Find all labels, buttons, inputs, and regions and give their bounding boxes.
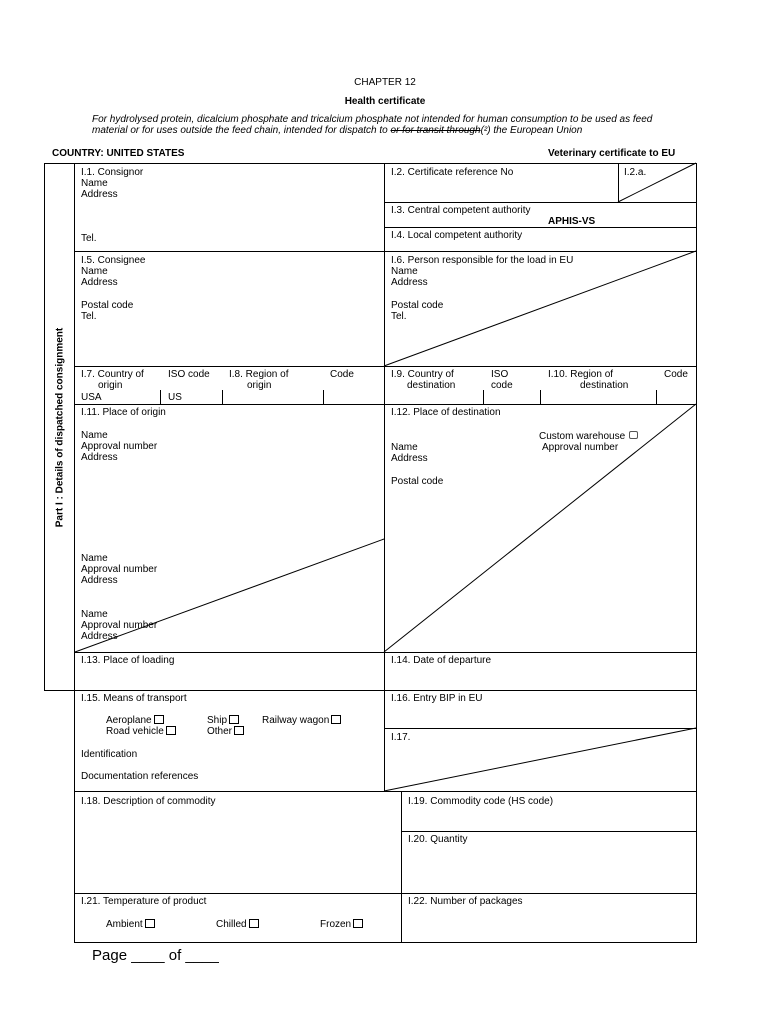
part-one-side-label: Part I : Details of dispatched consignment bbox=[54, 327, 66, 528]
railway-checkbox[interactable] bbox=[331, 715, 341, 724]
frozen-label: Frozen bbox=[320, 919, 352, 930]
i12-custom-warehouse bbox=[539, 431, 638, 442]
railway-option bbox=[262, 715, 341, 726]
i11-address-3: Address bbox=[81, 631, 118, 642]
i8-label-2: origin bbox=[247, 380, 272, 391]
i6-name: Name bbox=[391, 266, 418, 277]
i12-address: Address bbox=[391, 453, 428, 464]
i10-label: I.10. Region of bbox=[548, 369, 614, 380]
i11-name-3: Name bbox=[81, 609, 108, 620]
ship-option bbox=[207, 715, 239, 726]
chilled-checkbox[interactable] bbox=[249, 919, 259, 928]
i10-code-label: Code bbox=[664, 369, 688, 380]
ship-label: Ship bbox=[207, 715, 228, 726]
railway-label: Railway wagon bbox=[262, 715, 330, 726]
aeroplane-checkbox[interactable] bbox=[154, 715, 164, 724]
i2a-label: I.2.a. bbox=[624, 167, 647, 178]
i1-label: I.1. Consignor bbox=[81, 167, 144, 178]
other-checkbox[interactable] bbox=[234, 726, 244, 735]
subtitle-line-1: For hydrolysed protein, dicalcium phosphate and tricalcium phosphate not intended for human consumption to be used as feed bbox=[92, 114, 653, 125]
i18-label: I.18. Description of commodity bbox=[81, 796, 216, 807]
frozen-checkbox[interactable] bbox=[353, 919, 363, 928]
ambient-label: Ambient bbox=[106, 919, 143, 930]
i5-tel: Tel. bbox=[81, 311, 97, 322]
i11-label: I.11. Place of origin bbox=[81, 407, 166, 418]
other-option bbox=[207, 726, 244, 737]
chilled-label: Chilled bbox=[216, 919, 247, 930]
i12-approval: Approval number bbox=[542, 442, 619, 453]
i11-diagonal bbox=[75, 539, 384, 652]
i11-approval-1: Approval number bbox=[81, 441, 158, 452]
i1-address: Address bbox=[81, 189, 118, 200]
i7-country-value: USA bbox=[81, 392, 102, 403]
identification-label: Identification bbox=[81, 749, 138, 760]
i9-iso-label: ISO bbox=[491, 369, 509, 380]
i1-tel: Tel. bbox=[81, 233, 97, 244]
i7-label: I.7. Country of bbox=[81, 369, 144, 380]
i11-approval-3: Approval number bbox=[81, 620, 158, 631]
certificate-title: Health certificate bbox=[344, 96, 426, 107]
aeroplane-option bbox=[106, 715, 164, 726]
i10-label-2: destination bbox=[580, 380, 629, 391]
i22-label: I.22. Number of packages bbox=[408, 896, 523, 907]
subtitle-note: (²) bbox=[480, 125, 491, 136]
i11-address-1: Address bbox=[81, 452, 118, 463]
i17-diagonal bbox=[384, 728, 696, 791]
chapter-heading: CHAPTER 12 bbox=[354, 77, 416, 88]
i11-approval-2: Approval number bbox=[81, 564, 158, 575]
road-option bbox=[106, 726, 176, 737]
i14-label: I.14. Date of departure bbox=[391, 655, 492, 666]
road-label: Road vehicle bbox=[106, 726, 164, 737]
i3-value: APHIS-VS bbox=[548, 216, 596, 227]
i9-iso-label-2: code bbox=[491, 380, 513, 391]
i11-name-1: Name bbox=[81, 430, 108, 441]
i15-label: I.15. Means of transport bbox=[81, 693, 187, 704]
aeroplane-label: Aeroplane bbox=[106, 715, 152, 726]
custom-warehouse-checkbox[interactable] bbox=[629, 431, 638, 439]
country-label: COUNTRY: UNITED STATES bbox=[52, 148, 185, 159]
i1-name: Name bbox=[81, 178, 108, 189]
i13-label: I.13. Place of loading bbox=[81, 655, 175, 666]
subtitle-part-a: material or for uses outside the feed chain, intended for dispatch to bbox=[92, 125, 391, 136]
other-label: Other bbox=[207, 726, 233, 737]
i6-postal: Postal code bbox=[391, 300, 444, 311]
i17-label: I.17. bbox=[391, 732, 411, 743]
i5-address: Address bbox=[81, 277, 118, 288]
i12-name: Name bbox=[391, 442, 418, 453]
i5-postal: Postal code bbox=[81, 300, 134, 311]
subtitle-struck-text: or for transit through bbox=[390, 125, 481, 136]
certificate-type: Veterinary certificate to EU bbox=[548, 148, 676, 159]
documentation-label: Documentation references bbox=[81, 771, 199, 782]
i5-label: I.5. Consignee bbox=[81, 255, 146, 266]
i2-label: I.2. Certificate reference No bbox=[391, 167, 514, 178]
i4-label: I.4. Local competent authority bbox=[391, 230, 523, 241]
ambient-checkbox[interactable] bbox=[145, 919, 155, 928]
i7-iso-value: US bbox=[168, 392, 182, 403]
i5-name: Name bbox=[81, 266, 108, 277]
i19-label: I.19. Commodity code (HS code) bbox=[408, 796, 554, 807]
frozen-option bbox=[320, 919, 363, 930]
i9-label-2: destination bbox=[407, 380, 456, 391]
subtitle-part-b: the European Union bbox=[490, 125, 583, 136]
i16-label: I.16. Entry BIP in EU bbox=[391, 693, 483, 704]
i7-iso-label: ISO code bbox=[168, 369, 210, 380]
i8-code-label: Code bbox=[330, 369, 354, 380]
i21-label: I.21. Temperature of product bbox=[81, 896, 207, 907]
i7-label-2: origin bbox=[98, 380, 123, 391]
i9-label: I.9. Country of bbox=[391, 369, 454, 380]
ship-checkbox[interactable] bbox=[229, 715, 239, 724]
i3-label: I.3. Central competent authority bbox=[391, 205, 531, 216]
road-checkbox[interactable] bbox=[166, 726, 176, 735]
i12-postal: Postal code bbox=[391, 476, 444, 487]
i6-label: I.6. Person responsible for the load in EU bbox=[391, 255, 574, 266]
i12-label: I.12. Place of destination bbox=[391, 407, 501, 418]
i6-tel: Tel. bbox=[391, 311, 407, 322]
ambient-option bbox=[106, 919, 155, 930]
i6-address: Address bbox=[391, 277, 428, 288]
i8-label: I.8. Region of bbox=[229, 369, 289, 380]
chilled-option bbox=[216, 919, 259, 930]
i11-address-2: Address bbox=[81, 575, 118, 586]
i11-name-2: Name bbox=[81, 553, 108, 564]
i12-custom-label: Custom warehouse bbox=[539, 431, 626, 442]
i20-label: I.20. Quantity bbox=[408, 834, 468, 845]
page-number-footer: Page ____ of ____ bbox=[92, 947, 219, 964]
